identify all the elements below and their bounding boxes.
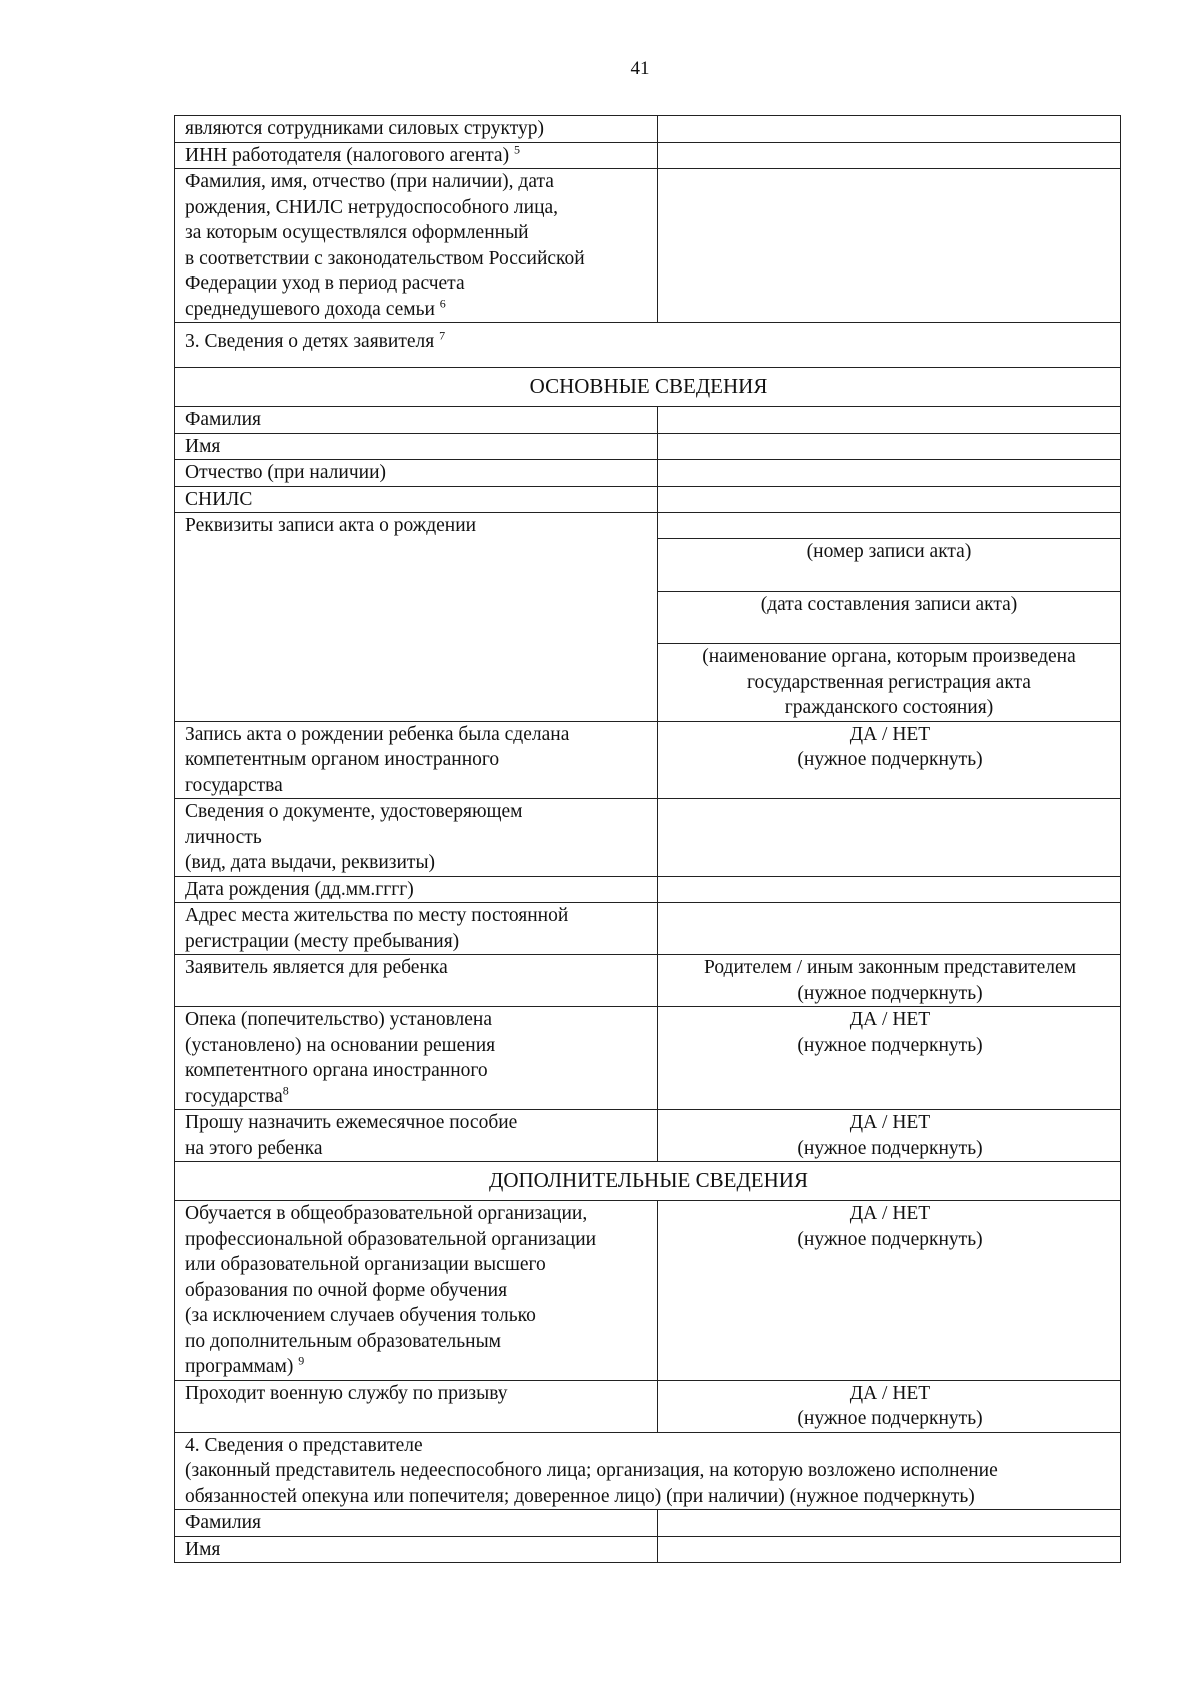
table-row xyxy=(175,169,1121,323)
act-date-hint: (дата составления записи акта) xyxy=(760,593,1018,615)
birth-date-field[interactable] xyxy=(658,876,1121,903)
yes-no-option[interactable]: ДА / НЕТ xyxy=(849,723,931,745)
underline-hint: (нужное подчеркнуть) xyxy=(797,1228,983,1250)
table-row xyxy=(175,955,1121,1007)
guardianship-choice[interactable] xyxy=(658,1007,1121,1110)
birth-date-label: Дата рождения (дд.мм.гггг) xyxy=(175,876,658,903)
value-field[interactable] xyxy=(658,169,1121,323)
military-label: Проходит военную службу по призыву xyxy=(175,1380,658,1432)
table-row xyxy=(175,1201,1121,1381)
rep-surname-label: Фамилия xyxy=(175,1510,658,1537)
table-row xyxy=(175,460,1121,487)
yes-no-option[interactable]: ДА / НЕТ xyxy=(849,1203,931,1224)
applicant-role-choice[interactable] xyxy=(658,955,1121,1007)
rep-name-field[interactable] xyxy=(658,1536,1121,1563)
studying-label: Обучается в общеобразовательной организации, профессиональной образовательной организации или образовательной организации высшего образования по очной форме обучения (за исключением случаев обучения только по дополнительным образовательным программам) $^9$ xyxy=(175,1201,658,1381)
table-row xyxy=(175,407,1121,434)
table-row xyxy=(175,513,1121,722)
table-row xyxy=(175,903,1121,955)
underline-hint: (нужное подчеркнуть) xyxy=(797,749,983,770)
section-title: 4. Сведения о представителе xyxy=(185,1434,423,1456)
studying-choice[interactable] xyxy=(658,1201,1121,1381)
application-form-table xyxy=(174,115,1121,1563)
yes-no-option[interactable]: ДА / НЕТ xyxy=(849,1009,931,1030)
birth-act-label: Реквизиты записи акта о рождении xyxy=(175,513,658,722)
address-field[interactable] xyxy=(658,903,1121,955)
snils-label: СНИЛС xyxy=(175,486,658,513)
row-label: ИНН работодателя (налогового агента) $^5$ xyxy=(175,142,658,169)
foreign-record-label: Запись акта о рождении ребенка была сделана компетентным органом иностранного государства xyxy=(175,721,658,799)
value-field[interactable] xyxy=(658,116,1121,143)
section-title: 3. Сведения о детях заявителя $^7$ xyxy=(175,323,1121,368)
allowance-choice[interactable] xyxy=(658,1110,1121,1162)
main-header-row xyxy=(175,368,1121,407)
additional-header: ДОПОЛНИТЕЛЬНЫЕ СВЕДЕНИЯ xyxy=(175,1162,1121,1201)
act-date-field[interactable] xyxy=(658,565,1120,592)
main-header: ОСНОВНЫЕ СВЕДЕНИЯ xyxy=(175,368,1121,407)
footnote-mark: 9 xyxy=(298,1353,305,1368)
underline-hint: (нужное подчеркнуть) xyxy=(797,982,983,1004)
footnote-mark: 5 xyxy=(513,142,520,156)
act-number-field[interactable] xyxy=(658,513,1120,539)
patronymic-field[interactable] xyxy=(658,460,1121,487)
act-number-hint: (номер записи акта) xyxy=(806,541,972,562)
table-row xyxy=(175,433,1121,460)
section-title-row xyxy=(175,323,1121,368)
act-authority-hint: (наименование органа, которым произведена государственная регистрация акта гражданского состояния) xyxy=(702,646,1076,718)
name-label: Имя xyxy=(175,433,658,460)
yes-no-option[interactable]: ДА / НЕТ xyxy=(849,1382,931,1404)
address-label: Адрес места жительства по месту постоянной регистрации (месту пребывания) xyxy=(175,903,658,955)
additional-header-row xyxy=(175,1162,1121,1201)
surname-label: Фамилия xyxy=(175,407,658,434)
page-number: 41 xyxy=(630,58,650,79)
section-title-row xyxy=(175,1432,1121,1510)
footnote-mark: 7 xyxy=(439,328,446,343)
footnote-mark: 6 xyxy=(439,296,446,310)
rep-name-label: Имя xyxy=(175,1536,658,1563)
act-authority-field[interactable] xyxy=(658,617,1120,644)
underline-hint: (нужное подчеркнуть) xyxy=(797,1034,983,1056)
table-row xyxy=(175,1110,1121,1162)
patronymic-label: Отчество (при наличии) xyxy=(175,460,658,487)
table-row xyxy=(175,1380,1121,1432)
allowance-label: Прошу назначить ежемесячное пособие на этого ребенка xyxy=(175,1110,658,1162)
military-choice[interactable] xyxy=(658,1380,1121,1432)
table-row xyxy=(175,486,1121,513)
identity-doc-label: Сведения о документе, удостоверяющем личность (вид, дата выдачи, реквизиты) xyxy=(175,799,658,877)
table-row xyxy=(175,876,1121,903)
applicant-role-label: Заявитель является для ребенка xyxy=(175,955,658,1007)
table-row xyxy=(175,1536,1121,1563)
table-row xyxy=(175,799,1121,877)
underline-hint: (нужное подчеркнуть) xyxy=(797,1137,983,1159)
table-row xyxy=(175,721,1121,799)
row-label: являются сотрудниками силовых структур) xyxy=(175,116,658,143)
underline-hint: (нужное подчеркнуть) xyxy=(797,1408,983,1429)
value-field[interactable] xyxy=(658,142,1121,169)
table-row xyxy=(175,116,1121,143)
representative-section xyxy=(175,1432,1121,1510)
table-row xyxy=(175,1510,1121,1537)
table-row xyxy=(175,1007,1121,1110)
footnote-mark: 8 xyxy=(282,1083,289,1097)
table-row xyxy=(175,142,1121,169)
surname-field[interactable] xyxy=(658,407,1121,434)
yes-no-option[interactable]: ДА / НЕТ xyxy=(849,1112,931,1133)
section-description: (законный представитель недееспособного лица; организация, на которую возложено исполнение обязанностей опекуна или попечителя; доверенное лицо) (при наличии) (нужное подчеркнуть) xyxy=(185,1460,998,1507)
birth-act-fields xyxy=(658,513,1121,722)
snils-field[interactable] xyxy=(658,486,1121,513)
guardianship-label: Опека (попечительство) установлена (установлено) на основании решения компетентного органа иностранного государства$^8$ xyxy=(175,1007,658,1110)
role-option[interactable]: Родителем / иным законным представителем xyxy=(703,957,1077,978)
row-label: Фамилия, имя, отчество (при наличии), дата рождения, СНИЛС нетрудоспособного лица, за которым осуществлялся оформленный в соответствии с законодательством Российской Федерации уход в период расчета среднедушевого дохода семьи $^6$ xyxy=(175,169,658,323)
name-field[interactable] xyxy=(658,433,1121,460)
foreign-record-choice[interactable] xyxy=(658,721,1121,799)
rep-surname-field[interactable] xyxy=(658,1510,1121,1537)
identity-doc-field[interactable] xyxy=(658,799,1121,877)
